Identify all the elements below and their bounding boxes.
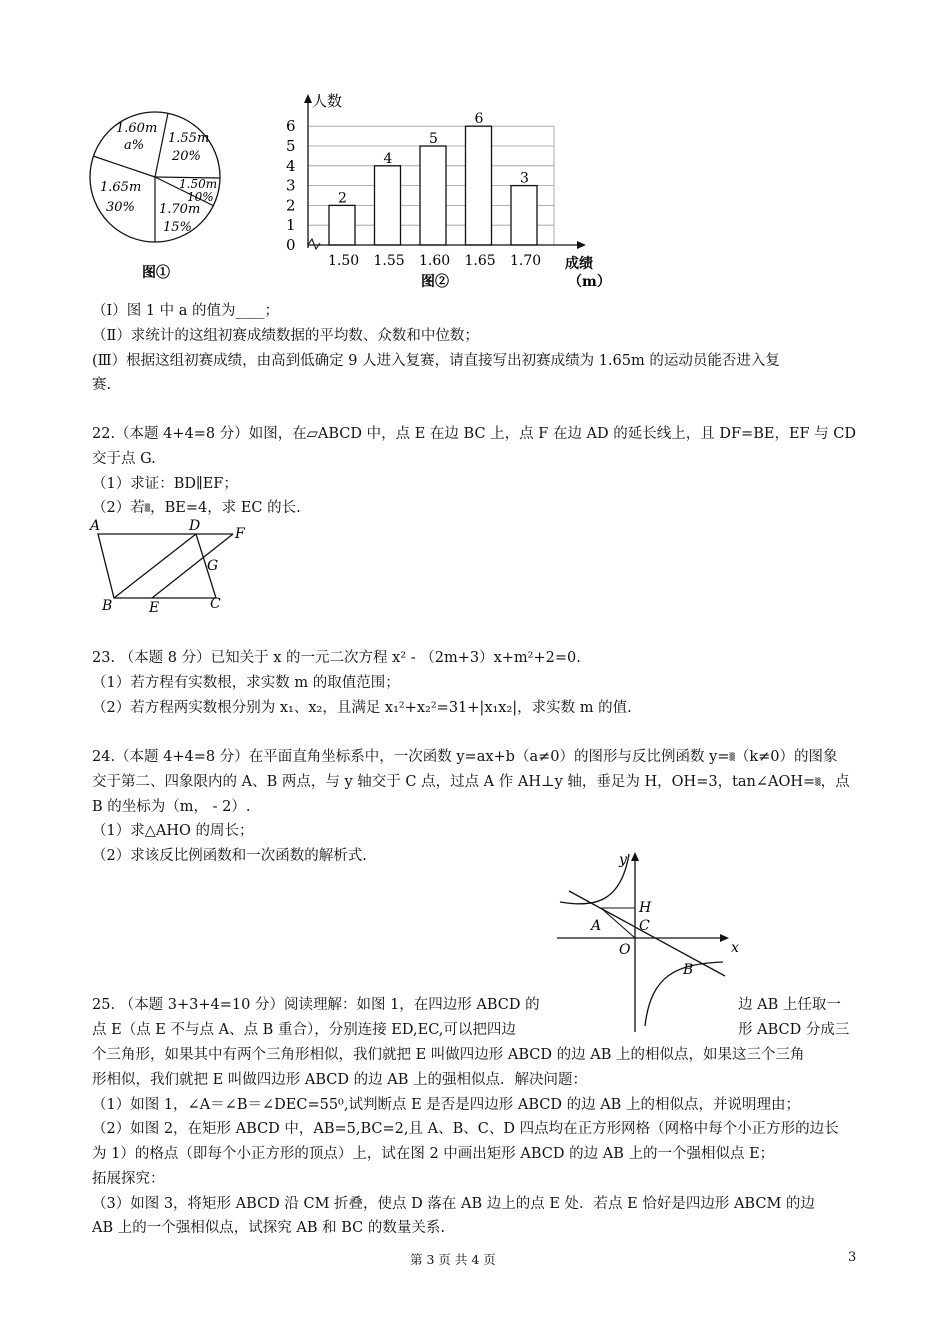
q24-stem-lead: 24.（本题 4+4=8 分）在平面直角坐标系中，一次函数 y=ax+b（a≠0）的图形与反比例函数 y= [92,749,730,765]
pie-slice-label: 1.60m [116,121,158,136]
pie-slice-pct: a% [124,138,145,153]
q25-stem2-right: 形 ABCD 分成三 [738,1022,850,1038]
pie-slice-label: 1.55m [168,131,210,146]
bar-value-label: 6 [474,111,484,128]
bar-caption: 图② [421,274,449,290]
pie-caption: 图① [142,265,170,281]
point-label-b: B [683,962,694,978]
q21-part2: （Ⅱ）求统计的这组初赛成绩数据的平均数、众数和中位数； [92,328,479,344]
q25-stem2: 点 E（点 E 不与点 A、点 B 重合），分别连接 ED,EC,可以把四边 [92,1022,516,1038]
point-label-b: B [102,598,113,614]
pie-slice-pct: 30% [106,200,135,215]
q23-part1: （1）若方程有实数根，求实数 m 的取值范围； [92,675,400,691]
pie-slice-label: 1.50m [179,177,218,191]
bar-value-label: 4 [383,150,393,167]
q24-part1: （1）求△AHO 的周长； [92,823,254,839]
point-label-o: O [619,942,631,958]
x-tick-label: 1.65 [464,253,496,269]
x-tick-label: 1.70 [510,253,542,269]
pie-slice-pct: 20% [172,149,201,164]
q25-part3: （3）如图 3，将矩形 ABCD 沿 CM 折叠，使点 D 落在 AB 边上的点 E 处．若点 E 恰好是四边形 ABCM 的边 [92,1196,815,1212]
q25-line4: 形相似，我们就把 E 叫做四边形 ABCD 的边 AB 上的强相似点．解决问题： [92,1072,587,1088]
x-axis-arrow [720,934,729,942]
y-tick-label: 6 [286,117,296,136]
bar-1.70 [511,186,537,245]
bar-1.50 [329,205,355,245]
bar-1.60 [420,146,446,245]
q21-part1: （Ⅰ）图 1 中 a 的值为____； [92,303,280,319]
pie-slice-pct: 15% [163,220,192,235]
x-axis-arrow [577,241,586,249]
q21-part3-cont: 赛. [92,377,112,393]
q24-stem [92,747,838,767]
y-axis-label: 人数 [312,92,343,110]
q24-stem-end: B 的坐标为（m， - 2）. [92,799,251,815]
point-label-e: E [149,600,160,616]
q23-part2: （2）若方程两实数根分别为 x₁、x₂，且满足 x₁²+x₂²=31+|x₁x₂|，求实数 m 的值. [92,700,632,716]
segment-ao [601,908,635,938]
point-label-c: C [210,596,221,612]
bar-1.55 [375,166,401,245]
q25-part2-cont: 为 1）的格点（即每个小正方形的顶点）上，试在图 2 中画出矩形 ABCD 的边 AB 上的一个强相似点 E； [92,1146,775,1162]
bar-chart [280,88,620,298]
pie-slice-pct: 10% [187,190,214,204]
x-axis-label: 成绩 [565,256,593,272]
point-label-a: A [90,518,101,534]
point-label-h: H [639,900,652,916]
point-label-a: A [591,918,602,934]
q25-part3-cont: AB 上的一个强相似点，试探究 AB 和 BC 的数量关系. [92,1220,445,1236]
q23-stem: 23. （本题 8 分）已知关于 x 的一元二次方程 x² - （2m+3）x+m²+2=0. [92,650,581,666]
segment-ef [152,534,233,598]
point-label-d: D [189,518,201,534]
q25-extension: 拓展探究： [92,1171,165,1187]
q24-stem-cont [92,772,850,792]
axis-label-y: y [619,852,627,868]
segment-bd [114,534,196,598]
axis-label-x: x [731,940,739,956]
bar-value-label: 3 [520,170,529,187]
y-tick-label: 0 [286,236,296,254]
coordinate-figure [555,846,745,1036]
pie-slice-label: 1.70m [159,202,201,217]
q22-part2 [92,498,301,518]
x-tick-label: 1.50 [328,253,360,269]
q22-part2-tail: ，BE=4，求 EC 的长. [150,500,301,516]
fraction-icon: ▒ [144,504,151,512]
q22-part1: （1）求证：BD∥EF； [92,476,238,492]
page-number: 3 [848,1250,857,1265]
bar-value-label: 5 [429,131,438,147]
parallelogram-figure [88,516,268,616]
y-axis-arrow [304,94,312,103]
q25-part2: （2）如图 2，在矩形 ABCD 中，AB=5,BC=2,且 A、B、C、D 四点均在正方形网格（网格中每个小正方形的边长 [92,1121,839,1137]
x-tick-label: 1.55 [373,253,405,269]
q24-stem-tail: （k≠0）的图象 [734,749,838,765]
q25-line3: 个三角形，如果其中有两个三角形相似，我们就把 E 叫做四边形 ABCD 的边 AB 上的相似点，如果这三个三角 [92,1047,805,1063]
pie-chart [88,110,238,290]
x-axis-unit: （m） [568,274,611,290]
q22-stem: 22.（本题 4+4=8 分）如图，在▱ABCD 中，点 E 在边 BC 上，点 F 在边 AD 的延长线上，且 DF=BE，EF 与 CD [92,426,857,442]
page-footer: 第 3 页 共 4 页 [410,1252,496,1267]
point-label-c: C [639,918,650,934]
fraction-icon: ▒ [729,753,735,761]
q25-stem-right: 边 AB 上任取一 [738,997,841,1013]
y-tick-label: 4 [286,156,296,175]
x-tick-label: 1.60 [419,253,451,269]
fraction-icon: ▒ [815,778,821,786]
y-axis-arrow [631,852,639,861]
bar-1.65 [466,126,492,245]
y-tick-label: 3 [286,176,296,195]
q22-part2-lead: （2）若 [92,500,145,516]
point-label-g: G [207,558,219,574]
y-tick-label: 5 [286,137,296,155]
point-label-f: F [235,526,245,542]
y-tick-label: 2 [286,196,296,215]
parallelogram-abcd [98,534,219,598]
q24-part2: （2）求该反比例函数和一次函数的解析式. [92,848,367,864]
q25-part1: （1）如图 1，∠A＝∠B＝∠DEC=55⁰,试判断点 E 是否是四边形 ABCD 的边 AB 上的相似点，并说明理由； [92,1097,800,1113]
q21-part3: (Ⅲ）根据这组初赛成绩，由高到低确定 9 人进入复赛，请直接写出初赛成绩为 1.65m 的运动员能否进入复 [92,353,780,369]
bar-figure [280,88,620,298]
pie-figure [88,110,238,290]
q25-stem: 25. （本题 3+3+4=10 分）阅读理解：如图 1，在四边形 ABCD 的 [92,997,540,1013]
y-tick-label: 1 [286,216,296,235]
axis-break [308,239,320,249]
bar-value-label: 2 [338,190,347,207]
pie-slice-label: 1.65m [100,180,142,195]
q24-stem2-lead: 交于第二、四象限内的 A、B 两点，与 y 轴交于 C 点，过点 A 作 AH⊥y 轴，垂足为 H，OH=3，tan∠AOH= [92,774,816,790]
q22-stem-cont: 交于点 G. [92,451,156,467]
q24-stem2-tail: ，点 [820,774,850,790]
